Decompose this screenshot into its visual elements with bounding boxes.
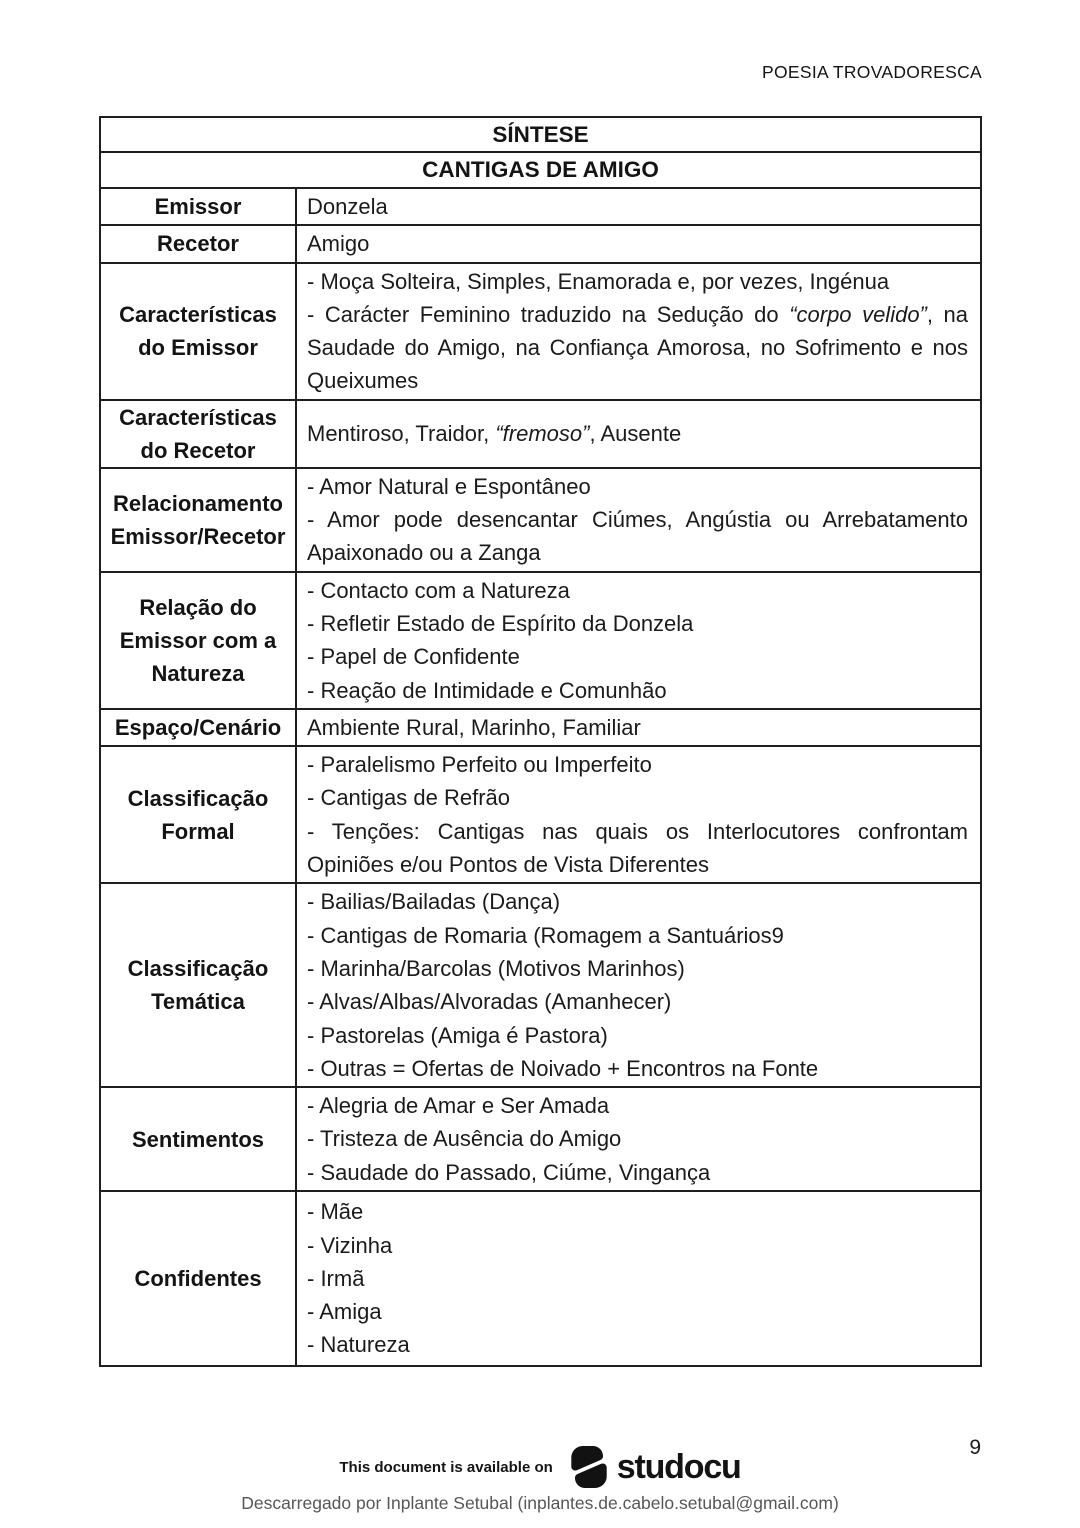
- row-label: Espaço/Cenário: [100, 709, 296, 746]
- availability-text: This document is available on: [339, 1458, 553, 1476]
- synthesis-table: [99, 116, 982, 1367]
- value-line: - Reação de Intimidade e Comunhão: [307, 677, 667, 703]
- value-line: - Mãe: [307, 1199, 364, 1225]
- value-line: - Papel de Confidente: [307, 644, 520, 670]
- studocu-s-icon: [569, 1444, 609, 1490]
- page-number: 9: [969, 1436, 981, 1459]
- value-line: Saudade do Amigo, na Confiança Amorosa, no Sofrimento e nos: [307, 335, 968, 361]
- table-row: [100, 188, 981, 225]
- running-header: POESIA TROVADORESCA: [762, 62, 982, 82]
- text-segment: Mentiroso, Traidor,: [307, 421, 496, 447]
- text-segment: , na: [926, 301, 969, 327]
- value-line: - Refletir Estado de Espírito da Donzela: [307, 610, 694, 636]
- row-value: [296, 400, 981, 468]
- value-line: - Tristeza de Ausência do Amigo: [307, 1126, 622, 1152]
- value-line: - Saudade do Passado, Ciúme, Vingança: [307, 1159, 711, 1185]
- italic-quote: “fremoso”: [495, 421, 590, 447]
- row-label: Características do Recetor: [100, 400, 296, 468]
- row-value: [296, 468, 981, 572]
- row-value: [296, 1191, 981, 1366]
- row-label: Recetor: [100, 225, 296, 262]
- row-value: [296, 1087, 981, 1191]
- row-value: [296, 709, 981, 746]
- italic-quote: “corpo velido”: [789, 301, 927, 327]
- value-line: [307, 298, 968, 331]
- value-line: - Tenções: Cantigas nas quais os Interlocutores confrontam: [307, 818, 968, 844]
- value-line: - Moça Solteira, Simples, Enamorada e, por vezes, Ingénua: [307, 268, 890, 294]
- value-line: - Paralelismo Perfeito ou Imperfeito: [307, 752, 652, 778]
- table-row: [100, 1191, 981, 1366]
- table-row: [100, 468, 981, 572]
- row-label: Classificação Formal: [100, 746, 296, 883]
- row-label: Características do Emissor: [100, 263, 296, 400]
- table-row: [100, 1087, 981, 1191]
- value-line: Ambiente Rural, Marinho, Familiar: [307, 714, 641, 740]
- row-value: [296, 225, 981, 262]
- table-subtitle: CANTIGAS DE AMIGO: [100, 152, 981, 188]
- text-segment: - Carácter Feminino traduzido na Sedução do: [307, 301, 790, 327]
- row-value: [296, 188, 981, 225]
- value-line: - Bailias/Bailadas (Dança): [307, 889, 561, 915]
- value-line: - Vizinha: [307, 1232, 393, 1258]
- value-line: Opiniões e/ou Pontos de Vista Diferentes: [307, 852, 709, 878]
- table-row: [100, 883, 981, 1087]
- row-label: Sentimentos: [100, 1087, 296, 1191]
- table-title: SÍNTESE: [100, 117, 981, 152]
- value-line: - Cantigas de Romaria (Romagem a Santuários9: [307, 922, 784, 948]
- row-value: [296, 883, 981, 1087]
- value-line: - Amiga: [307, 1299, 382, 1325]
- value-line: - Natureza: [307, 1332, 410, 1358]
- row-label: Relação do Emissor com a Natureza: [100, 572, 296, 709]
- table-row: [100, 746, 981, 883]
- value-line: [307, 417, 968, 450]
- text-segment: , Ausente: [589, 421, 682, 447]
- table-row: [100, 263, 981, 400]
- table-subtitle-row: [100, 152, 981, 188]
- value-line: - Amor pode desencantar Ciúmes, Angústia ou Arrebatamento: [307, 507, 968, 533]
- value-line: - Outras = Ofertas de Noivado + Encontros na Fonte: [307, 1055, 819, 1081]
- table-row: [100, 400, 981, 468]
- row-value: [296, 572, 981, 709]
- value-line: - Cantigas de Refrão: [307, 785, 510, 811]
- row-label: Confidentes: [100, 1191, 296, 1366]
- table-row: [100, 225, 981, 262]
- value-line: - Alvas/Albas/Alvoradas (Amanhecer): [307, 989, 672, 1015]
- row-label: Relacionamento Emissor/Recetor: [100, 468, 296, 572]
- table-row: [100, 572, 981, 709]
- row-label: Classificação Temática: [100, 883, 296, 1087]
- row-value: [296, 746, 981, 883]
- value-line: - Pastorelas (Amiga é Pastora): [307, 1022, 608, 1048]
- download-attribution: Descarregado por Inplante Setubal (inplantes.de.cabelo.setubal@gmail.com): [241, 1493, 839, 1513]
- studocu-logo: [569, 1444, 741, 1490]
- value-line: Apaixonado ou a Zanga: [307, 540, 541, 566]
- value-line: - Amor Natural e Espontâneo: [307, 473, 591, 499]
- value-line: - Alegria de Amar e Ser Amada: [307, 1093, 610, 1119]
- value-line: - Marinha/Barcolas (Motivos Marinhos): [307, 955, 685, 981]
- value-line: - Irmã: [307, 1265, 365, 1291]
- table-row: [100, 709, 981, 746]
- value-line: Amigo: [307, 231, 370, 257]
- row-value: [296, 263, 981, 400]
- studocu-wordmark: studocu: [616, 1448, 741, 1486]
- table-title-row: [100, 117, 981, 152]
- studocu-footer: [0, 1444, 1080, 1490]
- value-line: Queixumes: [307, 368, 419, 394]
- value-line: - Contacto com a Natureza: [307, 577, 570, 603]
- value-line: Donzela: [307, 194, 388, 219]
- row-label: Emissor: [100, 188, 296, 225]
